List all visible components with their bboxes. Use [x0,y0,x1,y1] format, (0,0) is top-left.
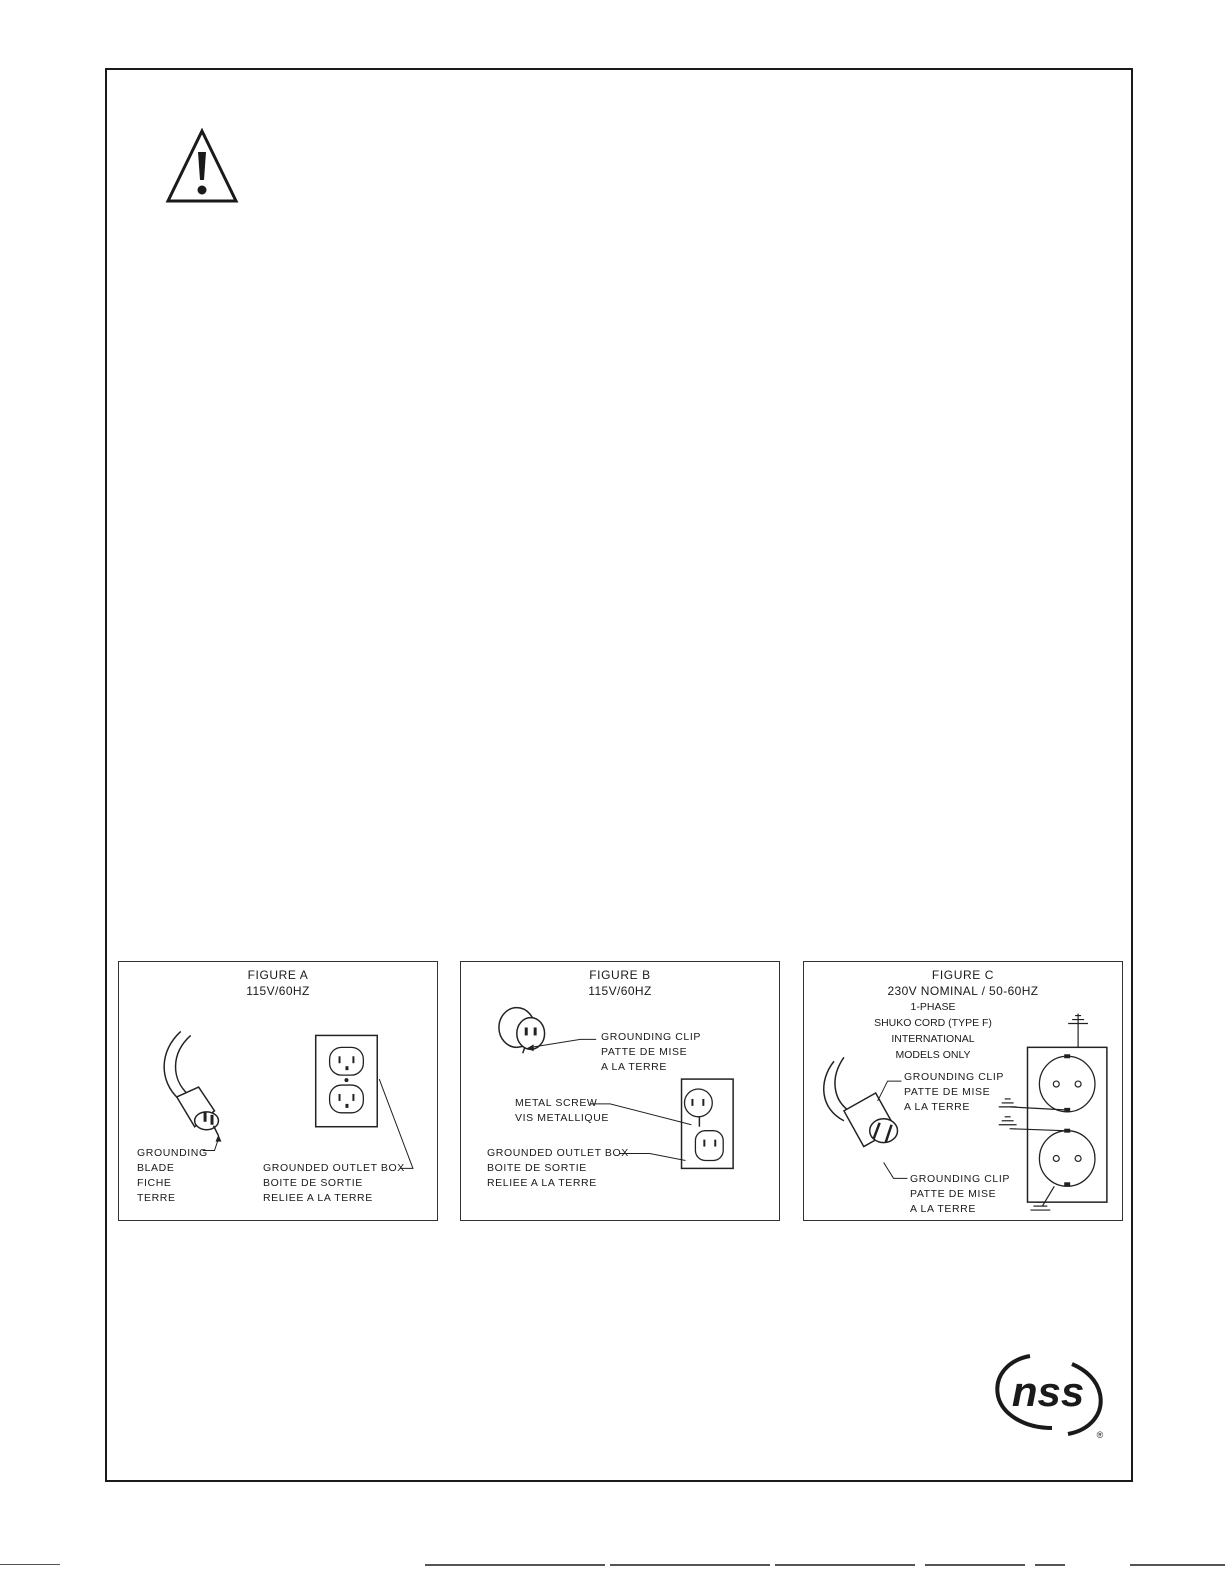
clip-bottom-label-1: GROUNDING CLIP [910,1173,1010,1185]
screw-label-2: VIS METALLIQUE [515,1112,609,1124]
clip-bottom-label-2: PATTE DE MISE [910,1188,997,1200]
nss-logo-mark: ® [1096,1430,1104,1440]
clip-label-2: PATTE DE MISE [601,1046,688,1058]
figure-c-subtitle: 230V NOMINAL / 50-60HZ [887,984,1039,998]
scan-artifact [0,1560,1225,1570]
clip-top-label-2: PATTE DE MISE [904,1086,991,1098]
fiche-label: FICHE [137,1177,172,1189]
outlet-label-3: RELIEE A LA TERRE [263,1192,373,1204]
figure-b-title: FIGURE B [589,968,651,982]
screw-label-1: METAL SCREW [515,1097,598,1109]
warning-triangle-icon [165,128,239,204]
figure-a [118,961,438,1221]
nss-logo-text: nss [1011,1368,1085,1415]
clip-top-label-3: A LA TERRE [904,1101,970,1113]
figure-c-line-3: INTERNATIONAL [891,1033,975,1045]
page-frame [105,68,1133,1482]
figure-c [803,961,1123,1221]
nss-logo [990,1348,1108,1440]
figure-c-line-4: MODELS ONLY [895,1049,971,1061]
clip-bottom-label-3: A LA TERRE [910,1203,976,1215]
figure-a-subtitle: 115V/60HZ [246,984,310,998]
figure-c-title: FIGURE C [931,968,995,982]
grounding-label: GROUNDING [137,1147,208,1159]
blade-label: BLADE [137,1162,175,1174]
figure-b-subtitle: 115V/60HZ [588,984,652,998]
outlet-label-1: GROUNDED OUTLET BOX [487,1147,629,1159]
outlet-label-2: BOITE DE SORTIE [263,1177,363,1189]
outlet-label-1: GROUNDED OUTLET BOX [263,1162,405,1174]
terre-label: TERRE [137,1192,176,1204]
figure-b [460,961,780,1221]
outlet-label-3: RELIEE A LA TERRE [487,1177,597,1189]
clip-top-label-1: GROUNDING CLIP [904,1071,1004,1083]
clip-label-3: A LA TERRE [601,1061,667,1073]
figure-c-line-2: SHUKO CORD (TYPE F) [874,1017,992,1029]
figure-a-title: FIGURE A [247,968,309,982]
clip-label-1: GROUNDING CLIP [601,1031,701,1043]
figure-c-line-1: 1-PHASE [910,1001,956,1013]
outlet-label-2: BOITE DE SORTIE [487,1162,587,1174]
